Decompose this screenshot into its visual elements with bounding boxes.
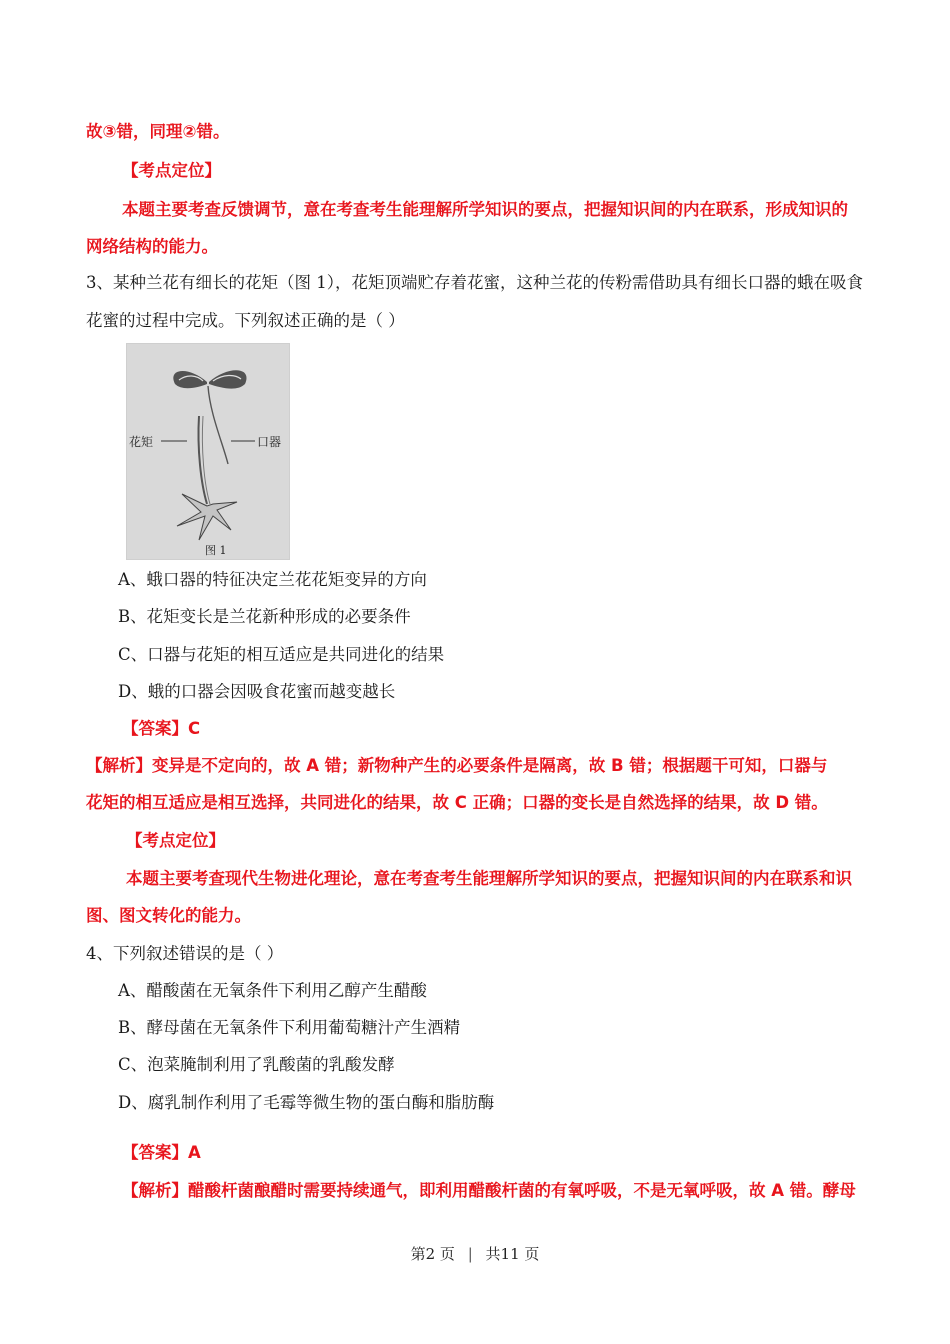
q3-analysis-2: 花矩的相互适应是相互选择，共同进化的结果，故 C 正确；口器的变长是自然选择的结果，故 D 错。 (86, 793, 828, 812)
q4-stem: 4、下列叙述错误的是（ ） (86, 944, 284, 963)
q3-focus-text-1: 本题主要考查现代生物进化理论，意在考查考生能理解所学知识的要点，把握知识间的内在联系和识 (126, 869, 852, 888)
q3-analysis-1: 【解析】变异是不定向的，故 A 错；新物种产生的必要条件是隔离，故 B 错；根据题干可知，口器与 (86, 756, 828, 775)
proboscis-label: 口器 (257, 435, 282, 449)
q3-option-b: B、花矩变长是兰花新种形成的必要条件 (118, 607, 411, 626)
page-total: 共11 页 (485, 1245, 540, 1263)
prev-focus-text-1: 本题主要考查反馈调节，意在考查考生能理解所学知识的要点，把握知识间的内在联系，形成知识的 (122, 200, 848, 219)
q4-option-c: C、泡菜腌制利用了乳酸菌的乳酸发酵 (118, 1055, 395, 1074)
orchid-moth-illustration (127, 344, 289, 559)
orchid-moth-figure (126, 343, 290, 560)
footer-separator: | (467, 1245, 473, 1263)
prev-focus-text-2: 网络结构的能力。 (86, 237, 218, 256)
q3-option-a: A、蛾口器的特征决定兰花花矩变异的方向 (118, 570, 427, 589)
q3-stem-2: 花蜜的过程中完成。下列叙述正确的是（ ） (86, 311, 405, 330)
q3-stem-1: 3、某种兰花有细长的花矩（图 1），花矩顶端贮存着花蜜，这种兰花的传粉需借助具有细长口器的蛾在吸食 (86, 273, 863, 292)
q3-answer: 【答案】C (122, 719, 201, 738)
q4-analysis-1: 【解析】醋酸杆菌酿醋时需要持续通气，即利用醋酸杆菌的有氧呼吸，不是无氧呼吸，故 A 错。酵母 (122, 1181, 856, 1200)
q4-option-a: A、醋酸菌在无氧条件下利用乙醇产生醋酸 (118, 981, 427, 1000)
figure-caption: 图 1 (205, 544, 227, 557)
q3-focus-text-2: 图、图文转化的能力。 (86, 906, 251, 925)
q3-option-c: C、口器与花矩的相互适应是共同进化的结果 (118, 645, 445, 664)
prev-focus-heading: 【考点定位】 (122, 161, 221, 180)
page-number: 第2 页 (410, 1245, 455, 1263)
prev-conclusion: 故③错，同理②错。 (86, 122, 230, 141)
spur-label: 花矩 (129, 435, 154, 449)
page-footer (0, 1243, 950, 1264)
q3-option-d: D、蛾的口器会因吸食花蜜而越变越长 (118, 682, 396, 701)
q4-answer: 【答案】A (122, 1143, 201, 1162)
q4-option-d: D、腐乳制作利用了毛霉等微生物的蛋白酶和脂肪酶 (118, 1093, 495, 1112)
q3-focus-heading: 【考点定位】 (126, 831, 225, 850)
q4-option-b: B、酵母菌在无氧条件下利用葡萄糖汁产生酒精 (118, 1018, 461, 1037)
